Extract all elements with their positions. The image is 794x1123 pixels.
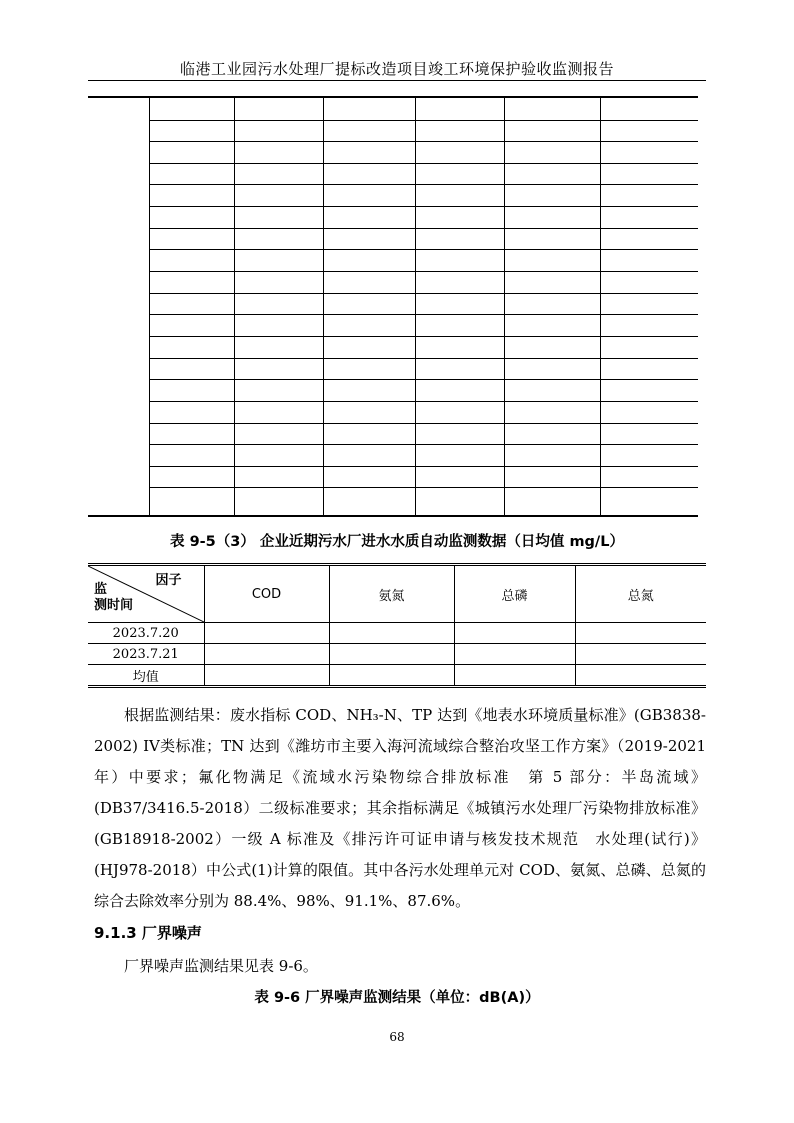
- table-cell: [204, 644, 329, 665]
- table-row-line: [149, 401, 698, 402]
- table-cell: [329, 665, 454, 687]
- table-row-line: [149, 358, 698, 359]
- table-header-row: [88, 565, 706, 623]
- column-header: 总氮: [575, 565, 706, 623]
- table-cell: [575, 623, 706, 644]
- table-column-line: [504, 98, 505, 515]
- time-label: 监 测时间: [94, 582, 134, 613]
- table-cell: [575, 644, 706, 665]
- column-header: 氨氮: [329, 565, 454, 623]
- table-top-rule: [88, 96, 698, 98]
- table-column-line: [323, 98, 324, 515]
- table-row-line: [149, 466, 698, 467]
- results-paragraph: [94, 700, 706, 917]
- table-row-line: [149, 444, 698, 445]
- table-row-line: [149, 423, 698, 424]
- table-row-line: [149, 141, 698, 142]
- table-caption: 表 9-5（3） 企业近期污水厂进水水质自动监测数据（日均值 mg/L）: [170, 534, 624, 550]
- section-body: 厂界噪声监测结果见表 9-6。: [124, 957, 318, 975]
- table-row-line: [149, 314, 698, 315]
- table-row-line: [149, 487, 698, 488]
- table-row-line: [149, 249, 698, 250]
- table-cell: [204, 665, 329, 687]
- table-column-line: [415, 98, 416, 515]
- table-cell: [204, 623, 329, 644]
- table-row-line: [149, 184, 698, 185]
- table-column-line: [149, 98, 150, 515]
- table-column-line: [600, 98, 601, 515]
- table-row: [88, 665, 706, 687]
- row-label: 2023.7.20: [88, 623, 204, 644]
- table-row-line: [149, 163, 698, 164]
- row-label: 2023.7.21: [88, 644, 204, 665]
- table-row-line: [149, 206, 698, 207]
- table-row: [88, 644, 706, 665]
- diagonal-header-cell: [88, 565, 204, 623]
- table-row-line: [149, 379, 698, 380]
- row-label: 均值: [88, 665, 204, 687]
- table-row: [88, 623, 706, 644]
- factor-label: 因子: [155, 573, 182, 588]
- column-header: COD: [204, 565, 329, 623]
- table-cell: [454, 623, 575, 644]
- influent-monitoring-table: [88, 563, 706, 688]
- table-caption: 表 9-6 厂界噪声监测结果（单位：dB(A)）: [254, 990, 540, 1006]
- table-row-line: [149, 293, 698, 294]
- section-heading: 9.1.3 厂界噪声: [94, 924, 202, 942]
- column-header: 总磷: [454, 565, 575, 623]
- table-row-line: [149, 336, 698, 337]
- table-row-line: [149, 228, 698, 229]
- paragraph-text: 根据监测结果：废水指标 COD、NH₃-N、TP 达到《地表水环境质量标准》(GB3838-2002) IV类标准；TN 达到《潍坊市主要入海河流域综合整治攻坚工作方案》（2019-2021 年）中要求；氟化物满足《流域水污染物综合排放标准 第 5 部分：半岛流域》(DB37/3416.5-2018）二级标准要求；其余指标满足《城镇污水处理厂污染物排放标准》(GB18918-2002）一级 A 标准及《排污许可证申请与核发技术规范 水处理(试行)》(HJ978-2018）中公式(1)计算的限值。其中各污水处理单元对 COD、氨氮、总磷、总氮的综合去除效率分别为 88.4%、98%、91.1%、87.6%。: [94, 706, 706, 910]
- table-row-line: [149, 271, 698, 272]
- header-rule: [88, 80, 706, 81]
- table-cell: [575, 665, 706, 687]
- table-row-line: [149, 120, 698, 121]
- page-header: 临港工业园污水处理厂提标改造项目竣工环境保护验收监测报告: [179, 60, 614, 78]
- table-column-line: [234, 98, 235, 515]
- table-cell: [454, 665, 575, 687]
- table-bottom-rule: [88, 515, 698, 517]
- continued-table-grid: [88, 96, 698, 516]
- table-cell: [329, 644, 454, 665]
- table-cell: [454, 644, 575, 665]
- table-cell: [329, 623, 454, 644]
- page-number: 68: [389, 1030, 405, 1044]
